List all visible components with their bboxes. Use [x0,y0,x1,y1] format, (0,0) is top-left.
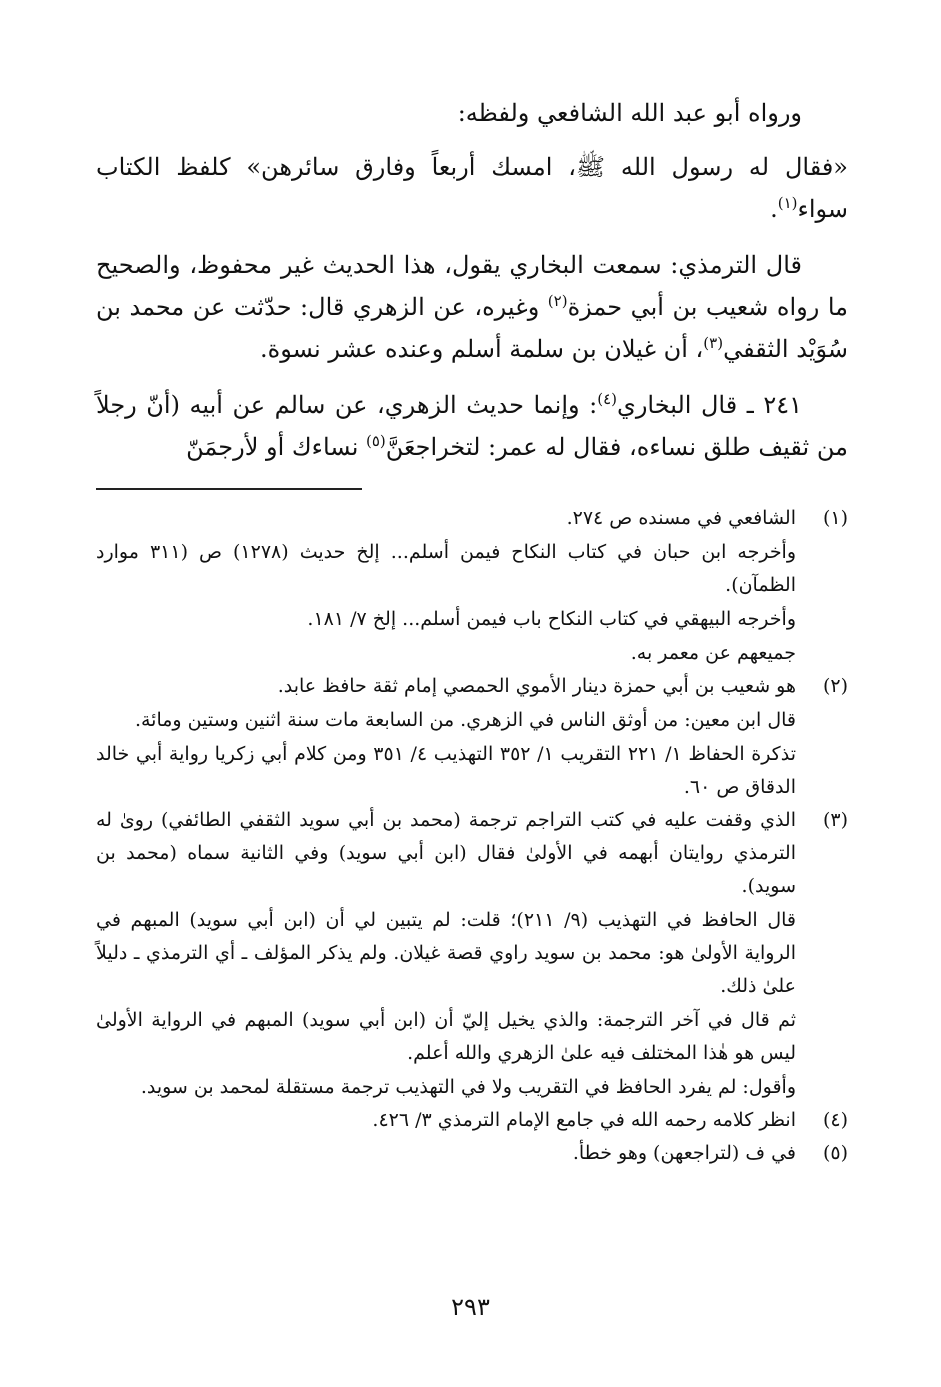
footnote-ref-4: (٤) [597,390,618,408]
footnote-line: انظر كلامه رحمه الله في جامع الإمام الترمذي ٣/ ٤٢٦. [372,1109,796,1131]
paragraph-2-end: . [770,195,778,223]
paragraph-3-text-c: ، أن غيلان بن سلمة أسلم وعنده عشر نسوة. [260,335,704,363]
paragraph-1-text: ورواه أبو عبد الله الشافعي ولفظه: [457,99,802,127]
paragraph-1 [96,92,848,134]
footnote-line: تذكرة الحفاظ ١/ ٢٢١ التقريب ١/ ٣٥٢ التهذيب ٤/ ٣٥١ ومن كلام أبي زكريا رواية أبي خالد الدقاق ص ٦٠. [96,743,796,798]
paragraph-3-text-b: وغيره، عن الزهري قال: حدّثت عن محمد بن سُوَيْد الثقفي [96,293,848,363]
footnote-line: جميعهم عن معمر به. [630,642,796,664]
footnote-line: قال ابن معين: من أوثق الناس في الزهري. من السابعة مات سنة اثنين وستين ومائة. [134,709,796,731]
footnote-line: وأخرجه ابن حبان في كتاب النكاح فيمن أسلم... إلخ حديث (١٢٧٨) ص (٣١١ موارد الظمآن). [96,541,797,596]
footnote-ref-3: (٣) [703,334,724,352]
paragraph-4-text-b: : وإنما حديث الزهري، عن سالم عن أبيه (أنّ رجلاً من ثقيف طلق نساءه، فقال له عمر: لتخراجعَنَّ [96,391,848,461]
footnote-number: (٣) [822,809,848,831]
footnote-number: (٥) [822,1142,848,1164]
footnote-line: وأخرجه البيهقي في كتاب النكاح باب فيمن أسلم... إلخ ٧/ ١٨١. [307,608,796,630]
page-content [96,92,848,1170]
paragraph-2-text: «فقال له رسول الله ﷺ، امسك أربعاً وفارق سائرهن» كلفظ الكتاب سواء [96,153,848,223]
paragraph-3 [96,244,848,370]
footnote-4 [96,1104,848,1137]
footnote-number: (٢) [822,675,848,697]
paragraph-2 [96,146,848,230]
footnote-number: (٤) [822,1109,848,1131]
paragraph-3-text-a: قال الترمذي: سمعت البخاري يقول، هذا الحديث غير محفوظ، والصحيح ما رواه شعيب بن أبي حمزة [96,251,848,321]
footnote-line: الشافعي في مسنده ص ٢٧٤. [566,507,796,529]
footnote-number: (١) [822,507,848,529]
footnote-ref-5: (٥) [366,432,386,450]
footnote-line: الذي وقفت عليه في كتب التراجم ترجمة (محمد بن أبي سويد الثقفي الطائفي) روىٰ له الترمذي روايتان أبهمه في الأولىٰ فقال (ابن أبي سويد) وفي الثانية سماه (محمد بن سويد). [96,809,796,897]
footnote-line: ثم قال في آخر الترجمة: والذي يخيل إليّ أن (ابن أبي سويد) المبهم في الرواية الأولىٰ ليس هو هٰذا المختلف فيه علىٰ الزهري والله أعلم. [96,1009,796,1064]
footnote-line: وأقول: لم يفرد الحافظ في التقريب ولا في التهذيب ترجمة مستقلة لمحمد بن سويد. [140,1076,796,1098]
footnote-ref-2: (٢) [547,292,568,310]
footnote-2 [96,670,848,804]
footnote-line: قال الحافظ في التهذيب (٩/ ٢١١)؛ قلت: لم يتبين لي أن (ابن أبي سويد) المبهم في الرواية الأولىٰ هو: محمد بن سويد راوي قصة غيلان. ولم يذكر المؤلف ـ أي الترمذي ـ دليلاً علىٰ ذلك. [96,909,796,997]
footnote-5 [96,1137,848,1170]
footnote-separator [96,488,362,490]
footnote-3 [96,804,848,1104]
footnotes [96,502,848,1170]
footnote-line: في ف (لتراجعهن) وهو خطأ. [572,1142,796,1164]
footnote-1 [96,502,848,670]
footnote-line: هو شعيب بن أبي حمزة دينار الأموي الحمصي إمام ثقة حافظ عابد. [277,675,796,697]
paragraph-4 [96,384,848,468]
paragraph-4-text-c: نساءك أو لأرجمَنّ [186,433,366,461]
main-text [96,92,848,468]
paragraph-4-text-a: ٢٤١ ـ قال البخاري [617,391,803,419]
page-number: ٢٩٣ [451,1293,490,1321]
footnote-ref-1: (١) [777,194,798,212]
